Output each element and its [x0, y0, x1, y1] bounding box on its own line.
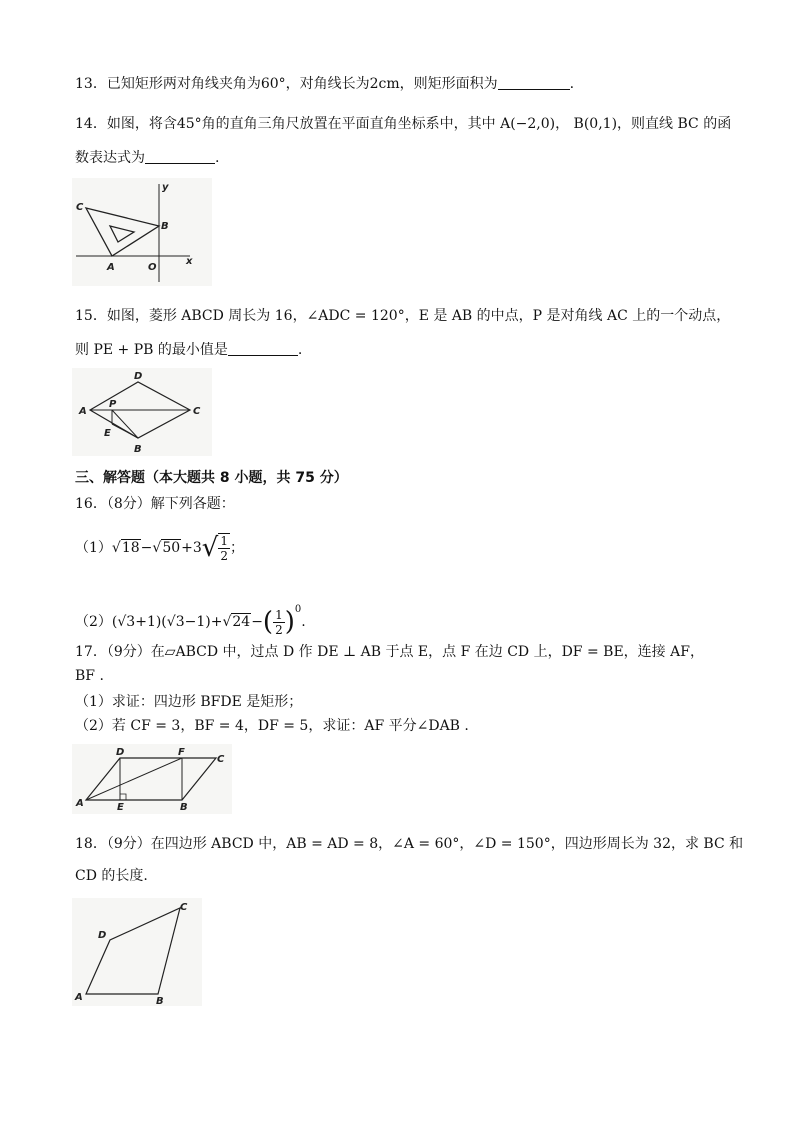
- question-15-line1: 15．如图，菱形 ABCD 周长为 16，∠ADC = 120°，E 是 AB 的中点，P 是对角线 AC 上的一个动点，: [75, 308, 731, 324]
- q15-label-A: A: [79, 406, 87, 417]
- q16-p2-end: .: [301, 614, 306, 630]
- q13-text: 13．已知矩形两对角线夹角为60°，对角线长为2cm，则矩形面积为: [75, 76, 498, 92]
- q16-p1-radicand1: 18: [121, 540, 140, 556]
- q17-label-D: D: [116, 747, 125, 758]
- q16-p2-expr: (√3+1)(√3−1)+: [111, 614, 223, 630]
- question-14-line2: [75, 148, 219, 168]
- q18-figure: [72, 898, 202, 1006]
- q14-label-B: B: [161, 221, 169, 232]
- question-16-title: 16．（8分）解下列各题：: [75, 496, 235, 512]
- q18-label-D: D: [98, 930, 107, 941]
- question-18-line2: CD 的长度.: [75, 868, 148, 884]
- q16-p1-minus: −: [140, 540, 153, 556]
- question-14-line1: 14．如图，将含45°角的直角三角尺放置在平面直角坐标系中，其中 A(−2,0)， B(0,1)，则直线 BC 的函: [75, 116, 732, 132]
- q15-line2-text: 则 PE + PB 的最小值是: [75, 342, 228, 358]
- q17-label-F: F: [178, 747, 185, 758]
- question-17-part2: （2）若 CF = 3，BF = 4，DF = 5，求证：AF 平分∠DAB .: [75, 718, 469, 734]
- q15-end: .: [297, 342, 303, 358]
- q14-line2-text: 数表达式为: [75, 150, 145, 166]
- q14-figure: [72, 178, 212, 286]
- q13-answer-blank[interactable]: [498, 75, 570, 90]
- question-16-part1: （1）√18−√50+3√ $\frac{1}{2}$ ；: [75, 533, 245, 563]
- q16-p1-plus: +3: [181, 540, 202, 556]
- q17-label-B: B: [180, 802, 188, 813]
- question-17-part1: （1）求证：四边形 BFDE 是矩形；: [75, 694, 303, 710]
- q15-label-D: D: [134, 371, 143, 382]
- section-3-heading: 三、解答题（本大题共 8 小题，共 75 分）: [75, 470, 348, 486]
- q16-p1-radicand2: 50: [162, 540, 181, 556]
- q16-p1-end: ；: [230, 540, 245, 556]
- q14-label-x: x: [186, 256, 193, 267]
- q14-answer-blank[interactable]: [145, 149, 215, 164]
- question-16-part2: （2）(√3+1)(√3−1)+√24−( $\frac{1}{2}$ )$^0$.: [75, 604, 306, 637]
- q16-p1-label: （1）: [75, 540, 112, 556]
- q16-p2-exponent: 0: [294, 604, 302, 615]
- q14-label-C: C: [76, 202, 84, 213]
- q14-label-y: y: [162, 182, 169, 193]
- q16-p2-radicand: 24: [232, 614, 251, 630]
- q16-p1-fraction: $\frac{1}{2}$: [220, 534, 229, 563]
- q16-p2-label: （2）: [75, 614, 112, 630]
- q18-label-C: C: [180, 902, 188, 913]
- q18-label-A: A: [75, 992, 83, 1003]
- question-13: [75, 74, 574, 94]
- q13-end: .: [569, 76, 575, 92]
- q15-figure: [72, 368, 212, 456]
- q14-label-A: A: [107, 262, 115, 273]
- q17-label-E: E: [117, 802, 124, 813]
- q15-answer-blank[interactable]: [228, 341, 298, 356]
- question-17-line1: 17．（9分）在▱ABCD 中，过点 D 作 DE ⊥ AB 于点 E，点 F 在边 CD 上，DF = BE，连接 AF，: [75, 644, 704, 660]
- q15-label-E: E: [104, 428, 111, 439]
- q17-figure: [72, 744, 232, 814]
- q17-label-A: A: [76, 798, 84, 809]
- q16-p2-minus: −: [251, 614, 263, 630]
- question-15-line2: [75, 340, 302, 360]
- q16-p2-fraction: $\frac{1}{2}$: [275, 607, 283, 637]
- q18-label-B: B: [156, 996, 164, 1006]
- q17-label-C: C: [217, 754, 225, 765]
- question-18-line1: 18．（9分）在四边形 ABCD 中，AB = AD = 8，∠A = 60°，∠D = 150°，四边形周长为 32，求 BC 和: [75, 836, 744, 852]
- q15-label-C: C: [193, 406, 201, 417]
- q14-label-O: O: [148, 262, 157, 273]
- q14-end: .: [215, 150, 220, 166]
- q15-label-B: B: [134, 444, 142, 455]
- question-17-line2: BF .: [75, 668, 104, 684]
- q15-label-P: P: [109, 399, 117, 410]
